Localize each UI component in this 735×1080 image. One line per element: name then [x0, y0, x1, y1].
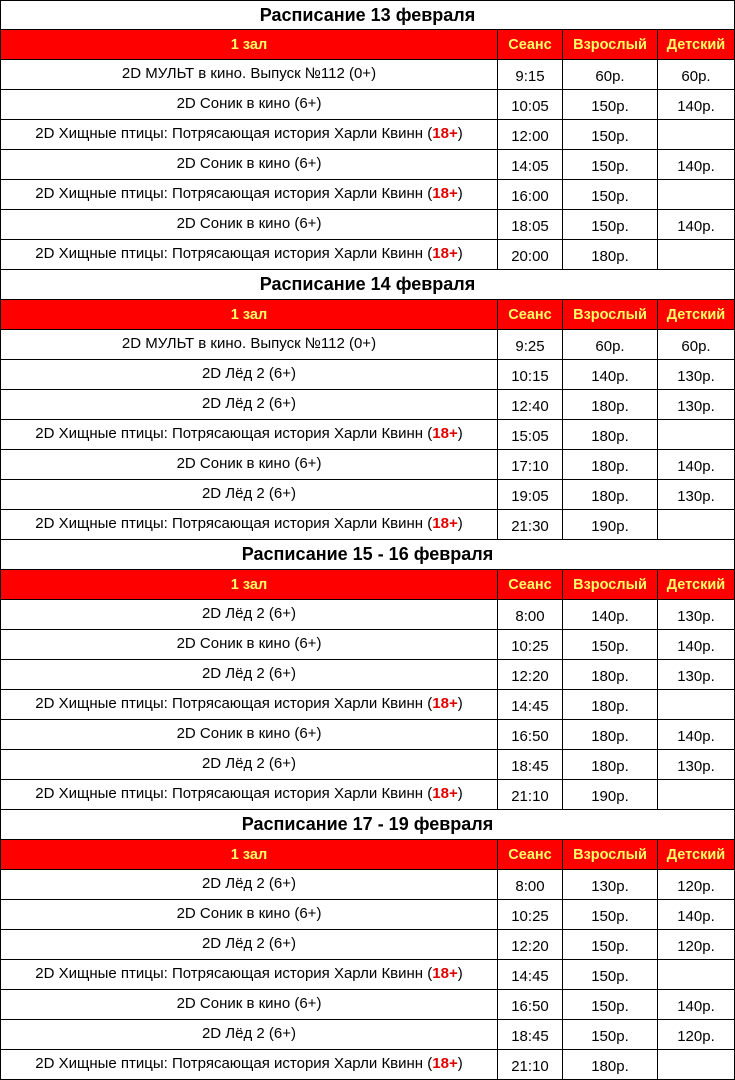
header-adult: Взрослый: [563, 300, 658, 329]
header-hall: 1 зал: [1, 30, 498, 59]
film-name: 2D Лёд 2 (6+): [201, 754, 297, 772]
header-hall: 1 зал: [1, 570, 498, 599]
film-title: [1, 330, 498, 359]
table-row: [1, 210, 734, 240]
child-price: 130р.: [677, 608, 715, 625]
table-row: [1, 900, 734, 930]
header-child: Детский: [666, 846, 726, 863]
table-row: [1, 510, 734, 540]
age-rating: 18+: [432, 784, 458, 802]
film-title: [1, 690, 498, 719]
film-title: [1, 1020, 498, 1049]
film-name: 2D Соник в кино (6+): [176, 994, 322, 1012]
film-name: 2D Хищные птицы: Потрясающая история Харли Квинн (: [35, 124, 433, 142]
child-price: 140р.: [677, 218, 715, 235]
session-time: 19:05: [498, 480, 563, 509]
header-child: Детский: [666, 36, 726, 53]
film-name: 2D Соник в кино (6+): [176, 94, 322, 112]
film-name: 2D Соник в кино (6+): [176, 724, 322, 742]
session-time: 10:25: [498, 900, 563, 929]
session-time: 10:05: [498, 90, 563, 119]
film-title: [1, 120, 498, 149]
film-name: 2D МУЛЬТ в кино. Выпуск №112 (0+): [121, 334, 377, 352]
film-title: [1, 630, 498, 659]
session-time: 9:25: [498, 330, 563, 359]
age-rating: 18+: [432, 184, 458, 202]
table-row: [1, 990, 734, 1020]
adult-price: 150р.: [563, 1020, 658, 1049]
film-title: [1, 990, 498, 1019]
film-name: 2D Лёд 2 (6+): [201, 664, 297, 682]
film-title: [1, 450, 498, 479]
adult-price: 180р.: [563, 750, 658, 779]
session-time: 8:00: [498, 870, 563, 899]
film-close: ): [457, 424, 463, 442]
table-row: [1, 240, 734, 270]
film-close: ): [457, 964, 463, 982]
header-session: Сеанс: [498, 570, 563, 599]
film-title: [1, 750, 498, 779]
film-title: [1, 510, 498, 539]
child-price: [658, 780, 734, 809]
table-row: [1, 1050, 734, 1080]
film-close: ): [457, 184, 463, 202]
child-price: 130р.: [677, 668, 715, 685]
adult-price: 180р.: [563, 390, 658, 419]
film-title: [1, 360, 498, 389]
adult-price: 180р.: [563, 720, 658, 749]
table-row: [1, 480, 734, 510]
child-price: 130р.: [677, 398, 715, 415]
table-row: [1, 120, 734, 150]
child-price: 60р.: [681, 338, 711, 355]
schedule-title: Расписание 13 февраля: [1, 0, 734, 30]
adult-price: 190р.: [563, 510, 658, 539]
table-row: [1, 60, 734, 90]
child-price: 140р.: [677, 158, 715, 175]
adult-price: 150р.: [563, 90, 658, 119]
film-title: [1, 960, 498, 989]
session-time: 14:05: [498, 150, 563, 179]
child-price: [658, 120, 734, 149]
session-time: 12:20: [498, 660, 563, 689]
age-rating: 18+: [432, 964, 458, 982]
film-name: 2D Хищные птицы: Потрясающая история Харли Квинн (: [35, 184, 433, 202]
adult-price: 150р.: [563, 930, 658, 959]
table-row: [1, 780, 734, 810]
table-row: [1, 420, 734, 450]
adult-price: 140р.: [563, 360, 658, 389]
film-title: [1, 720, 498, 749]
child-price: 140р.: [677, 638, 715, 655]
header-session: Сеанс: [498, 300, 563, 329]
child-price: [658, 510, 734, 539]
film-title: [1, 150, 498, 179]
table-row: [1, 360, 734, 390]
film-title: [1, 1050, 498, 1079]
age-rating: 18+: [432, 124, 458, 142]
film-name: 2D МУЛЬТ в кино. Выпуск №112 (0+): [121, 64, 377, 82]
film-name: 2D Соник в кино (6+): [176, 634, 322, 652]
child-price: 140р.: [677, 98, 715, 115]
schedule-title: Расписание 15 - 16 февраля: [1, 540, 734, 570]
film-close: ): [457, 244, 463, 262]
film-title: [1, 660, 498, 689]
film-name: 2D Лёд 2 (6+): [201, 934, 297, 952]
adult-price: 150р.: [563, 990, 658, 1019]
session-time: 21:10: [498, 780, 563, 809]
header-hall: 1 зал: [1, 300, 498, 329]
session-time: 16:00: [498, 180, 563, 209]
age-rating: 18+: [432, 424, 458, 442]
adult-price: 180р.: [563, 450, 658, 479]
session-time: 16:50: [498, 720, 563, 749]
adult-price: 130р.: [563, 870, 658, 899]
session-time: 10:25: [498, 630, 563, 659]
table-row: [1, 150, 734, 180]
film-name: 2D Соник в кино (6+): [176, 904, 322, 922]
header-adult: Взрослый: [563, 570, 658, 599]
adult-price: 140р.: [563, 600, 658, 629]
child-price: 130р.: [677, 758, 715, 775]
table-row: [1, 390, 734, 420]
adult-price: 180р.: [563, 1050, 658, 1079]
film-title: [1, 930, 498, 959]
table-row: [1, 450, 734, 480]
age-rating: 18+: [432, 1054, 458, 1072]
film-name: 2D Хищные птицы: Потрясающая история Харли Квинн (: [35, 784, 433, 802]
table-row: [1, 600, 734, 630]
adult-price: 150р.: [563, 900, 658, 929]
adult-price: 60р.: [563, 60, 658, 89]
table-row: [1, 720, 734, 750]
film-name: 2D Хищные птицы: Потрясающая история Харли Квинн (: [35, 424, 433, 442]
film-name: 2D Лёд 2 (6+): [201, 484, 297, 502]
film-title: [1, 870, 498, 899]
film-name: 2D Соник в кино (6+): [176, 454, 322, 472]
child-price: 140р.: [677, 728, 715, 745]
session-time: 12:00: [498, 120, 563, 149]
film-title: [1, 900, 498, 929]
film-close: ): [457, 124, 463, 142]
film-title: [1, 420, 498, 449]
session-time: 12:20: [498, 930, 563, 959]
table-row: [1, 690, 734, 720]
session-time: 18:05: [498, 210, 563, 239]
session-time: 10:15: [498, 360, 563, 389]
table-row: [1, 330, 734, 360]
film-close: ): [457, 514, 463, 532]
film-name: 2D Лёд 2 (6+): [201, 874, 297, 892]
film-name: 2D Хищные птицы: Потрясающая история Харли Квинн (: [35, 1054, 433, 1072]
adult-price: 150р.: [563, 630, 658, 659]
film-title: [1, 780, 498, 809]
schedule-title: Расписание 17 - 19 февраля: [1, 810, 734, 840]
header-session: Сеанс: [498, 840, 563, 869]
adult-price: 150р.: [563, 150, 658, 179]
child-price: 130р.: [677, 368, 715, 385]
film-name: 2D Лёд 2 (6+): [201, 604, 297, 622]
child-price: 140р.: [677, 998, 715, 1015]
session-time: 15:05: [498, 420, 563, 449]
header-session: Сеанс: [498, 30, 563, 59]
age-rating: 18+: [432, 694, 458, 712]
header-child: Детский: [666, 576, 726, 593]
table-row: [1, 630, 734, 660]
film-name: 2D Хищные птицы: Потрясающая история Харли Квинн (: [35, 514, 433, 532]
child-price: 140р.: [677, 908, 715, 925]
age-rating: 18+: [432, 514, 458, 532]
child-price: [658, 960, 734, 989]
table-row: [1, 750, 734, 780]
child-price: 120р.: [677, 1028, 715, 1045]
adult-price: 150р.: [563, 120, 658, 149]
session-time: 14:45: [498, 960, 563, 989]
session-time: 12:40: [498, 390, 563, 419]
adult-price: 150р.: [563, 960, 658, 989]
adult-price: 150р.: [563, 210, 658, 239]
adult-price: 180р.: [563, 240, 658, 269]
header-adult: Взрослый: [563, 30, 658, 59]
session-time: 17:10: [498, 450, 563, 479]
film-name: 2D Хищные птицы: Потрясающая история Харли Квинн (: [35, 244, 433, 262]
film-name: 2D Лёд 2 (6+): [201, 394, 297, 412]
table-header: [1, 570, 734, 600]
film-name: 2D Хищные птицы: Потрясающая история Харли Квинн (: [35, 694, 433, 712]
session-time: 21:10: [498, 1050, 563, 1079]
schedule-title: Расписание 14 февраля: [1, 270, 734, 300]
table-row: [1, 930, 734, 960]
film-title: [1, 240, 498, 269]
child-price: [658, 690, 734, 719]
session-time: 18:45: [498, 750, 563, 779]
table-header: [1, 30, 734, 60]
film-close: ): [457, 1054, 463, 1072]
film-close: ): [457, 784, 463, 802]
session-time: 18:45: [498, 1020, 563, 1049]
child-price: 140р.: [677, 458, 715, 475]
film-title: [1, 480, 498, 509]
child-price: [658, 180, 734, 209]
adult-price: 60р.: [563, 330, 658, 359]
film-title: [1, 60, 498, 89]
film-title: [1, 180, 498, 209]
film-name: 2D Соник в кино (6+): [176, 214, 322, 232]
child-price: [658, 240, 734, 269]
header-child: Детский: [666, 306, 726, 323]
session-time: 16:50: [498, 990, 563, 1019]
session-time: 20:00: [498, 240, 563, 269]
child-price: 130р.: [677, 488, 715, 505]
child-price: 60р.: [681, 68, 711, 85]
adult-price: 190р.: [563, 780, 658, 809]
film-title: [1, 600, 498, 629]
adult-price: 180р.: [563, 660, 658, 689]
film-name: 2D Хищные птицы: Потрясающая история Харли Квинн (: [35, 964, 433, 982]
child-price: [658, 1050, 734, 1079]
table-row: [1, 1020, 734, 1050]
film-title: [1, 390, 498, 419]
header-adult: Взрослый: [563, 840, 658, 869]
table-row: [1, 90, 734, 120]
film-title: [1, 90, 498, 119]
session-time: 14:45: [498, 690, 563, 719]
film-name: 2D Лёд 2 (6+): [201, 364, 297, 382]
film-name: 2D Лёд 2 (6+): [201, 1024, 297, 1042]
film-close: ): [457, 694, 463, 712]
table-row: [1, 180, 734, 210]
table-row: [1, 960, 734, 990]
child-price: 120р.: [677, 938, 715, 955]
table-header: [1, 300, 734, 330]
session-time: 8:00: [498, 600, 563, 629]
film-name: 2D Соник в кино (6+): [176, 154, 322, 172]
table-row: [1, 870, 734, 900]
session-time: 9:15: [498, 60, 563, 89]
table-header: [1, 840, 734, 870]
film-title: [1, 210, 498, 239]
adult-price: 180р.: [563, 690, 658, 719]
session-time: 21:30: [498, 510, 563, 539]
child-price: [658, 420, 734, 449]
table-row: [1, 660, 734, 690]
adult-price: 150р.: [563, 180, 658, 209]
adult-price: 180р.: [563, 480, 658, 509]
adult-price: 180р.: [563, 420, 658, 449]
header-hall: 1 зал: [1, 840, 498, 869]
child-price: 120р.: [677, 878, 715, 895]
age-rating: 18+: [432, 244, 458, 262]
